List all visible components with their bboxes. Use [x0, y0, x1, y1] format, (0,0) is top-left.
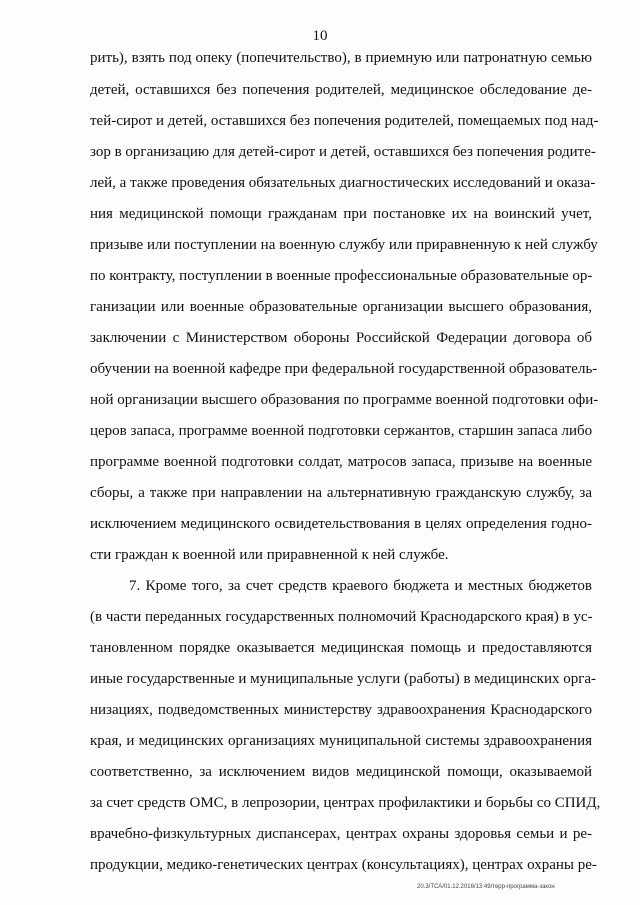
- text-line-6: ния медицинской помощи гражданам при постановке их на воинский учет,: [90, 206, 592, 222]
- text-line-14: программе военной подготовки солдат, матросов запаса, призыве на военные: [90, 454, 592, 470]
- paragraph-7-line-1: 7. Кроме того, за счет средств краевого бюджета и местных бюджетов: [129, 578, 592, 594]
- text-line-2: детей, оставшихся без попечения родителей, медицинское обследование де-: [90, 82, 592, 98]
- text-line-21: иные государственные и муниципальные услуги (работы) в медицинских орга-: [90, 671, 597, 687]
- text-line-1: рить), взять под опеку (попечительство), в приемную или патронатную семью: [90, 50, 592, 66]
- text-line-26: врачебно-физкультурных диспансерах, центрах охраны здоровья семьи и ре-: [90, 826, 592, 842]
- text-line-8: по контракту, поступлении в военные профессиональные образовательные ор-: [90, 268, 593, 284]
- text-line-15: сборы, а также при направлении на альтернативную гражданскую службу, за: [90, 485, 592, 501]
- text-line-27: продукции, медико-генетических центрах (консультациях), центрах охраны ре-: [90, 857, 597, 873]
- text-line-4: зор в организацию для детей-сирот и детей, оставшихся без попечения родите-: [90, 144, 596, 160]
- text-line-9: ганизации или военные образовательные организации высшего образования,: [90, 299, 592, 315]
- text-line-23: края, и медицинских организациях муниципальной системы здравоохранения: [90, 733, 592, 749]
- document-footer-code: 20.3/ТСА/01.12.2016/13:49/терр-программа-закон: [417, 884, 555, 890]
- text-line-20: тановленном порядке оказывается медицинская помощь и предоставляются: [90, 640, 592, 656]
- text-line-24: соответственно, за исключением видов медицинской помощи, оказываемой: [90, 764, 592, 780]
- text-line-12: ной организации высшего образования по программе военной подготовки офи-: [90, 392, 599, 408]
- page-number: 10: [312, 28, 328, 44]
- text-line-22: низациях, подведомственных министерству здравоохранения Краснодарского: [90, 702, 592, 718]
- text-line-5: лей, а также проведения обязательных диагностических исследований и оказа-: [90, 175, 596, 191]
- text-line-16: исключением медицинского освидетельствования в целях определения годно-: [90, 516, 592, 532]
- text-line-19: (в части переданных государственных полномочий Краснодарского края) в ус-: [90, 609, 593, 625]
- text-line-25: за счет средств ОМС, в лепрозории, центрах профилактики и борьбы со СПИД,: [90, 795, 601, 811]
- text-line-3: тей-сирот и детей, оставшихся без попечения родителей, помещаемых под над-: [90, 113, 599, 129]
- text-line-17: сти граждан к военной или приравненной к ней службе.: [90, 547, 449, 563]
- text-line-10: заключении с Министерством обороны Российской Федерации договора об: [90, 330, 592, 346]
- text-line-7: призыве или поступлении на военную службу или приравненную к ней службу: [90, 237, 598, 253]
- text-line-13: церов запаса, программе военной подготовки сержантов, старшин запаса либо: [90, 423, 593, 439]
- text-line-11: обучении на военной кафедре при федеральной государственной образователь-: [90, 361, 598, 377]
